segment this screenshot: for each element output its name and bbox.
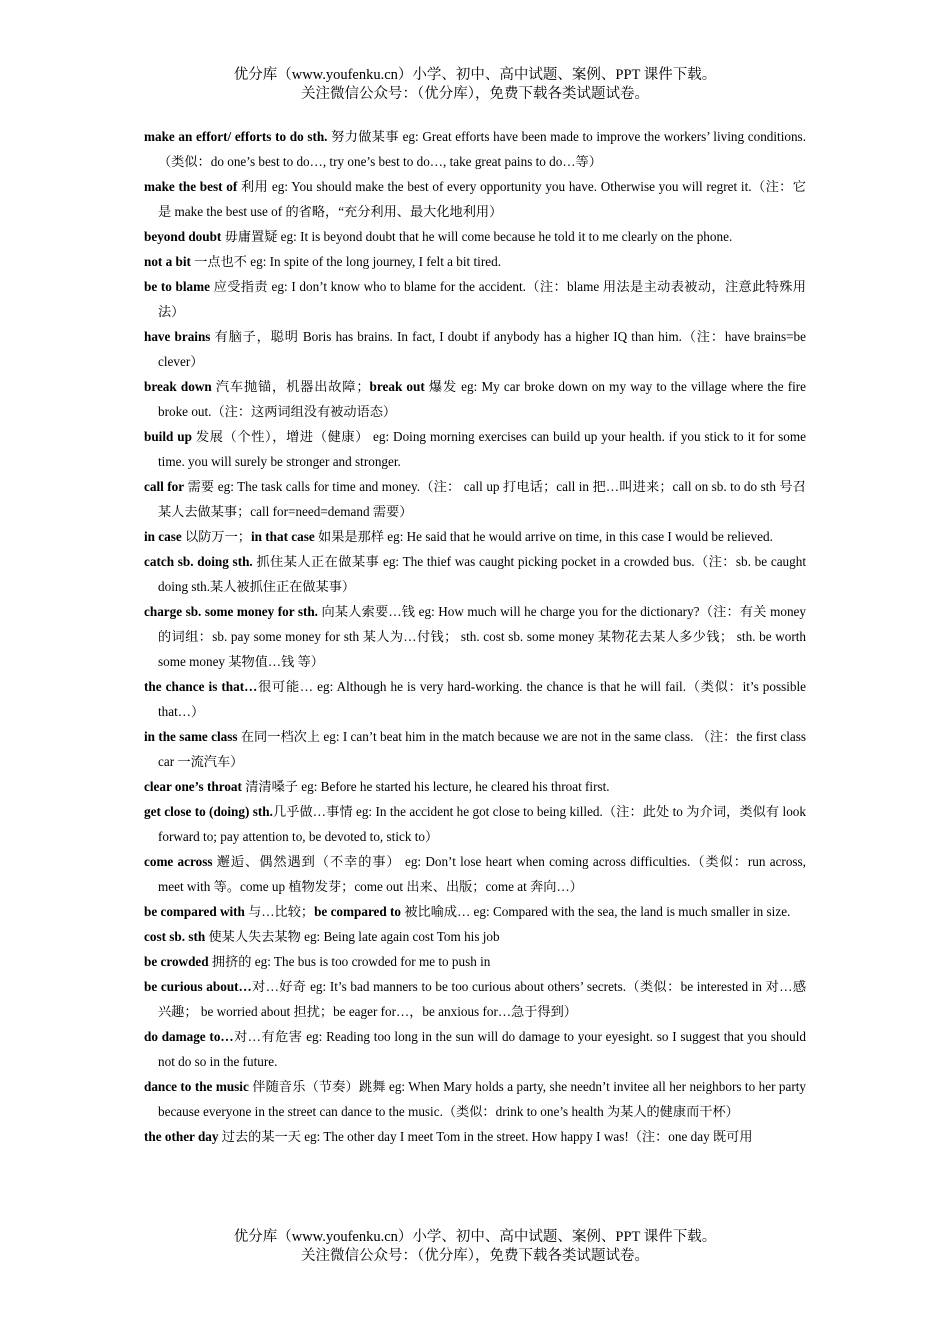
phrase-entry <box>144 1024 806 1074</box>
phrase-entry <box>144 724 806 774</box>
phrase-definition: 伴随音乐（节奏）跳舞 eg: When Mary holds a party, she needn’t invitee all her neighbors to her party because everyone in the street can dance to the music.（类似：drink to one’s health 为某人的健康而干杯） <box>158 1079 806 1119</box>
phrase-term: the chance is that… <box>144 679 258 694</box>
phrase-definition: 应受指责 eg: I don’t know who to blame for the accident.（注：blame 用法是主动表被动，注意此特殊用法） <box>158 279 806 319</box>
phrase-entry <box>144 674 806 724</box>
phrase-entry <box>144 524 806 549</box>
phrase-definition: 努力做某事 eg: Great efforts have been made to improve the workers’ living conditions.（类似：do one’s best to do…, try one’s best to do…, take great pains to do…等） <box>158 129 806 169</box>
phrase-term: be curious about… <box>144 979 252 994</box>
phrase-entry <box>144 799 806 849</box>
phrase-entry <box>144 974 806 1024</box>
phrase-term: break down <box>144 379 212 394</box>
phrase-definition: 拥挤的 eg: The bus is too crowded for me to push in <box>208 954 491 969</box>
phrase-definition: 如果是那样 eg: He said that he would arrive on time, in this case I would be relieved. <box>314 529 773 544</box>
phrase-definition: 抓住某人正在做某事 eg: The thief was caught picking pocket in a crowded bus.（注：sb. be caught doing sth.某人被抓住正在做某事） <box>158 554 806 594</box>
phrase-definition: 在同一档次上 eg: I can’t beat him in the match because we are not in the same class. （注：the first class car 一流汽车） <box>158 729 806 769</box>
phrase-term: in that case <box>250 529 315 544</box>
phrase-definition: 汽车抛锚，机器出故障； <box>211 379 370 394</box>
phrase-definition: 以防万一； <box>181 529 251 544</box>
phrase-definition: 很可能… eg: Although he is very hard-working. the chance is that he will fail.（类似：it’s possible that…） <box>158 679 806 719</box>
phrase-definition: 毋庸置疑 eg: It is beyond doubt that he will come because he told it to me clearly on the phone. <box>221 229 733 244</box>
phrase-term: call for <box>144 479 185 494</box>
phrase-definition: 对…有危害 eg: Reading too long in the sun will do damage to your eyesight. so I suggest that you should not do so in the future. <box>158 1029 806 1069</box>
phrase-entry <box>144 949 806 974</box>
phrase-definition: 使某人失去某物 eg: Being late again cost Tom his job <box>205 929 500 944</box>
phrase-term: charge sb. some money for sth. <box>144 604 318 619</box>
phrase-term: in the same class <box>144 729 238 744</box>
phrase-definition: 爆发 eg: My car broke down on my way to the village where the fire broke out.（注：这两词组没有被动语态） <box>158 379 807 419</box>
phrase-definition: 一点也不 eg: In spite of the long journey, I felt a bit tired. <box>190 254 501 269</box>
phrase-definition: 对…好奇 eg: It’s bad manners to be too curious about others’ secrets.（类似：be interested in 对…感兴趣； be worried about 担扰；be eager for…，be anxious for…急于得到） <box>158 979 807 1019</box>
phrase-term: have brains <box>144 329 211 344</box>
phrase-definition: 发展（个性），增进（健康） eg: Doing morning exercises can build up your health. if you stick to it for some time. you will surely be stronger and stronger. <box>158 429 807 469</box>
phrase-entry <box>144 474 806 524</box>
phrase-definition: 过去的某一天 eg: The other day I meet Tom in the street. How happy I was!（注：one day 既可用 <box>218 1129 753 1144</box>
phrase-term: clear one’s throat <box>144 779 242 794</box>
phrase-term: do damage to… <box>144 1029 234 1044</box>
phrase-term: be to blame <box>144 279 210 294</box>
phrase-term: beyond doubt <box>144 229 222 244</box>
phrase-definition: 几乎做…事情 eg: In the accident he got close to being killed.（注：此处 to 为介词，类似有 look forward to; pay attention to, be devoted to, stick to） <box>158 804 806 844</box>
phrase-term: dance to the music <box>144 1079 249 1094</box>
phrase-term: the other day <box>144 1129 219 1144</box>
phrase-definition: 邂逅、偶然遇到（不幸的事） eg: Don’t lose heart when coming across difficulties.（类似：run across, meet with 等。come up 植物发芽；come out 出来、出版；come at 奔向…） <box>158 854 806 894</box>
phrase-term: get close to (doing) sth. <box>144 804 273 819</box>
phrase-term: cost sb. sth <box>144 929 206 944</box>
phrase-entry <box>144 899 806 924</box>
phrase-entry <box>144 774 806 799</box>
phrase-term: build up <box>144 429 192 444</box>
phrase-entry <box>144 599 806 674</box>
phrase-term: be crowded <box>144 954 209 969</box>
footer-line-1: 优分库（www.youfenku.cn）小学、初中、高中试题、案例、PPT 课件下载。 <box>233 1229 717 1245</box>
phrase-entry <box>144 249 806 274</box>
phrase-definition: 有脑子，聪明 Boris has brains. In fact, I doubt if anybody has a higher IQ than him.（注：have brains=be clever） <box>158 329 807 369</box>
phrase-entry <box>144 924 806 949</box>
phrase-term: be compared to <box>314 904 402 919</box>
phrase-term: come across <box>144 854 213 869</box>
phrase-term: be compared with <box>144 904 245 919</box>
phrase-entry <box>144 1124 806 1149</box>
phrase-term: in case <box>144 529 182 544</box>
phrase-entry <box>144 274 806 324</box>
phrase-entry <box>144 1074 806 1124</box>
phrase-entry <box>144 324 806 374</box>
phrase-entry <box>144 849 806 899</box>
phrase-term: not a bit <box>144 254 191 269</box>
header-banner <box>0 66 950 104</box>
header-line-2: 关注微信公众号：（优分库），免费下载各类试题试卷。 <box>301 86 649 102</box>
phrase-definition: 向某人索要…钱 eg: How much will he charge you for the dictionary?（注：有关 money 的词组：sb. pay some money for sth 某人为…付钱； sth. cost sb. some money 某物花去某人多少钱； sth. be worth some money 某物值…钱 等） <box>158 604 806 669</box>
phrase-entry <box>144 224 806 249</box>
phrase-entry-list <box>144 124 806 1149</box>
phrase-term: make the best of <box>144 179 238 194</box>
phrase-entry <box>144 374 806 424</box>
phrase-definition: 需要 eg: The task calls for time and money.（注： call up 打电话；call in 把…叫进来；call on sb. to do sth 号召某人去做某事；call for=need=demand 需要） <box>158 479 806 519</box>
footer-line-2: 关注微信公众号：（优分库），免费下载各类试题试卷。 <box>301 1248 649 1264</box>
phrase-definition: 清清嗓子 eg: Before he started his lecture, he cleared his throat first. <box>241 779 610 794</box>
phrase-term: break out <box>369 379 425 394</box>
phrase-definition: 被比喻成… eg: Compared with the sea, the land is much smaller in size. <box>401 904 791 919</box>
phrase-entry <box>144 174 806 224</box>
phrase-definition: 与…比较； <box>244 904 315 919</box>
phrase-definition: 利用 eg: You should make the best of every opportunity you have. Otherwise you will regret it.（注：它是 make the best use of 的省略，“充分利用、最大化地利用） <box>158 179 806 219</box>
phrase-entry <box>144 424 806 474</box>
phrase-entry <box>144 549 806 599</box>
header-line-1: 优分库（www.youfenku.cn）小学、初中、高中试题、案例、PPT 课件下载。 <box>233 67 717 83</box>
footer-banner <box>0 1228 950 1266</box>
phrase-term: catch sb. doing sth. <box>144 554 253 569</box>
phrase-entry <box>144 124 806 174</box>
phrase-term: make an effort/ efforts to do sth. <box>144 129 328 144</box>
